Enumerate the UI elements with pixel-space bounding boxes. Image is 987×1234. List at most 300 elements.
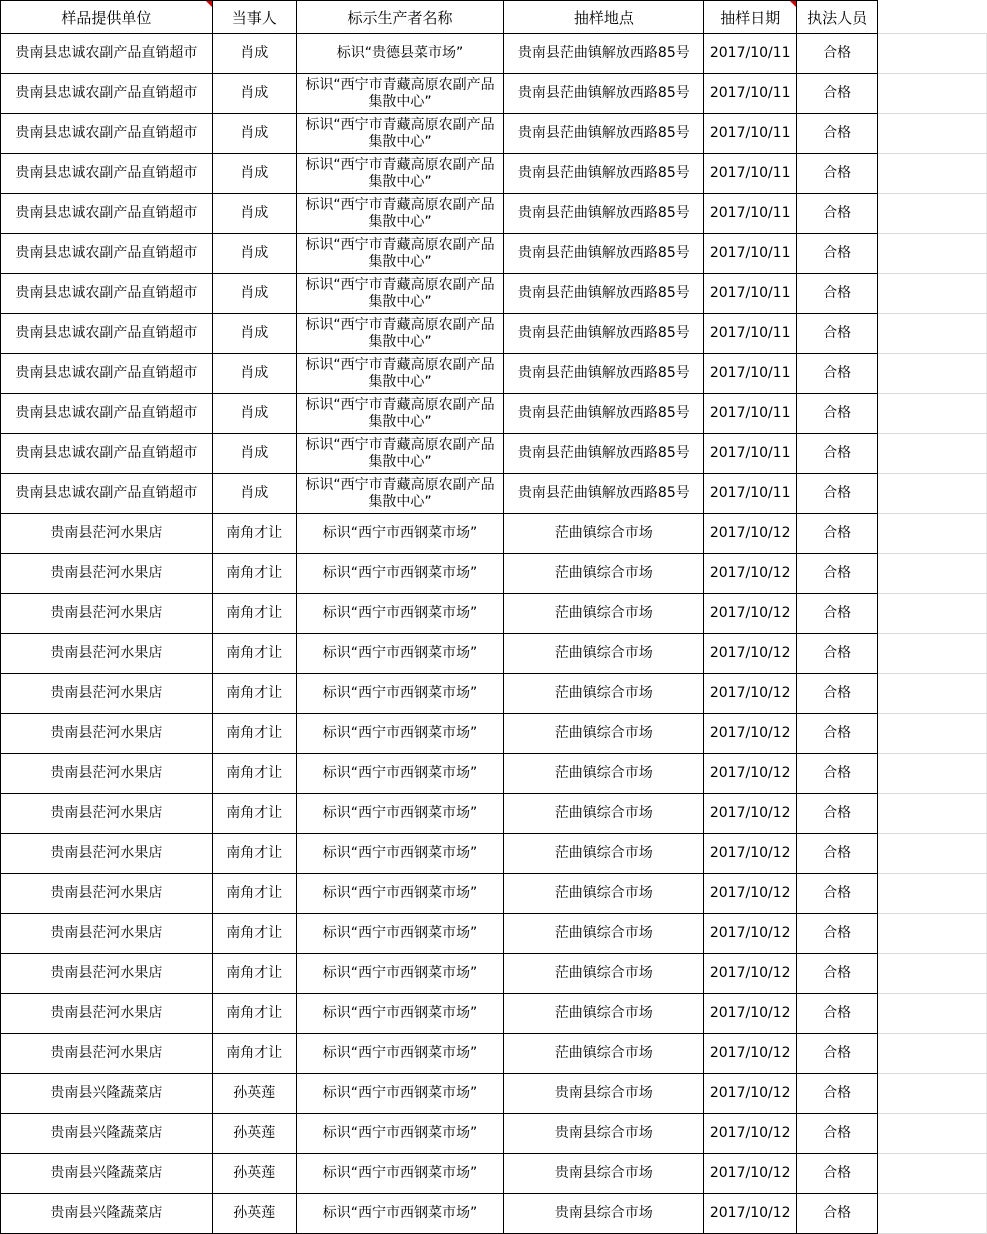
table-cell[interactable] bbox=[504, 354, 704, 394]
table-cell[interactable] bbox=[797, 794, 878, 834]
empty-cell[interactable] bbox=[878, 834, 987, 874]
table-cell[interactable] bbox=[504, 1194, 704, 1234]
empty-cell[interactable] bbox=[878, 394, 987, 434]
table-cell[interactable] bbox=[1, 354, 213, 394]
table-cell[interactable] bbox=[797, 154, 878, 194]
table-cell[interactable] bbox=[504, 794, 704, 834]
table-cell[interactable] bbox=[212, 874, 296, 914]
cell-text: 2017/10/12 bbox=[709, 605, 791, 621]
table-cell[interactable] bbox=[797, 954, 878, 994]
empty-cell[interactable] bbox=[878, 194, 987, 234]
table-cell[interactable] bbox=[797, 194, 878, 234]
table-cell[interactable] bbox=[212, 1034, 296, 1074]
table-cell[interactable] bbox=[704, 34, 797, 74]
table-cell[interactable] bbox=[212, 274, 296, 314]
table-cell[interactable] bbox=[1, 1154, 213, 1194]
table-cell[interactable] bbox=[704, 194, 797, 234]
empty-cell[interactable] bbox=[878, 434, 987, 474]
table-cell[interactable] bbox=[504, 954, 704, 994]
empty-cell[interactable] bbox=[878, 914, 987, 954]
cell-text: 2017/10/11 bbox=[709, 445, 791, 461]
cell-text: 标识“西宁市青藏高原农副产品集散中心” bbox=[305, 156, 495, 190]
table-cell[interactable] bbox=[797, 434, 878, 474]
table-cell[interactable] bbox=[704, 674, 797, 714]
table-cell[interactable] bbox=[797, 914, 878, 954]
table-cell[interactable] bbox=[504, 274, 704, 314]
table-cell[interactable] bbox=[296, 594, 504, 634]
table-body bbox=[1, 34, 987, 1234]
table-cell[interactable] bbox=[704, 714, 797, 754]
table-cell[interactable] bbox=[1, 914, 213, 954]
empty-cell[interactable] bbox=[878, 514, 987, 554]
table-cell[interactable] bbox=[296, 1194, 504, 1234]
table-cell[interactable] bbox=[504, 514, 704, 554]
cell-text: 合格 bbox=[823, 645, 852, 661]
empty-cell[interactable] bbox=[878, 994, 987, 1034]
table-cell[interactable] bbox=[797, 1194, 878, 1234]
table-row bbox=[1, 914, 987, 954]
table-cell[interactable] bbox=[212, 394, 296, 434]
empty-cell[interactable] bbox=[878, 754, 987, 794]
table-cell[interactable] bbox=[704, 914, 797, 954]
empty-cell[interactable] bbox=[878, 794, 987, 834]
table-cell[interactable] bbox=[296, 354, 504, 394]
table-cell[interactable] bbox=[704, 1194, 797, 1234]
table-cell[interactable] bbox=[296, 1114, 504, 1154]
table-cell[interactable] bbox=[296, 634, 504, 674]
table-cell[interactable] bbox=[296, 74, 504, 114]
table-cell[interactable] bbox=[704, 474, 797, 514]
table-cell[interactable] bbox=[704, 874, 797, 914]
table-cell[interactable] bbox=[797, 1074, 878, 1114]
table-cell[interactable] bbox=[212, 194, 296, 234]
header-row bbox=[1, 1, 987, 34]
cell-text: 贵南县茫曲镇解放西路85号 bbox=[517, 405, 690, 421]
table-cell[interactable] bbox=[296, 314, 504, 354]
table-cell[interactable] bbox=[1, 554, 213, 594]
cell-text: 合格 bbox=[823, 445, 852, 461]
table-cell[interactable] bbox=[296, 114, 504, 154]
cell-text: 贵南县兴隆蔬菜店 bbox=[50, 1125, 163, 1141]
table-cell[interactable] bbox=[797, 314, 878, 354]
table-cell[interactable] bbox=[1, 794, 213, 834]
table-cell[interactable] bbox=[797, 674, 878, 714]
table-cell[interactable] bbox=[212, 154, 296, 194]
table-cell[interactable] bbox=[212, 354, 296, 394]
cell-text: 孙英莲 bbox=[233, 1085, 276, 1101]
cell-text: 2017/10/12 bbox=[709, 645, 791, 661]
cell-text: 茫曲镇综合市场 bbox=[554, 845, 653, 861]
table-cell[interactable] bbox=[212, 554, 296, 594]
table-cell[interactable] bbox=[1, 274, 213, 314]
table-cell[interactable] bbox=[1, 874, 213, 914]
table-cell[interactable] bbox=[704, 394, 797, 434]
table-cell[interactable] bbox=[797, 74, 878, 114]
table-cell[interactable] bbox=[704, 1074, 797, 1114]
table-cell[interactable] bbox=[1, 234, 213, 274]
empty-cell[interactable] bbox=[878, 1154, 987, 1194]
table-cell[interactable] bbox=[704, 834, 797, 874]
table-cell[interactable] bbox=[797, 714, 878, 754]
table-cell[interactable] bbox=[296, 1154, 504, 1194]
table-cell[interactable] bbox=[1, 1034, 213, 1074]
cell-text: 合格 bbox=[823, 1125, 852, 1141]
cell-text: 合格 bbox=[823, 885, 852, 901]
table-cell[interactable] bbox=[1, 114, 213, 154]
table-cell[interactable] bbox=[504, 674, 704, 714]
cell-text: 贵南县忠诚农副产品直销超市 bbox=[15, 285, 198, 301]
cell-text: 孙英莲 bbox=[233, 1125, 276, 1141]
cell-text: 贵南县综合市场 bbox=[554, 1085, 653, 1101]
empty-cell[interactable] bbox=[878, 1114, 987, 1154]
cell-text: 合格 bbox=[823, 205, 852, 221]
empty-cell[interactable] bbox=[878, 274, 987, 314]
table-cell[interactable] bbox=[296, 1074, 504, 1114]
cell-text: 南角才让 bbox=[226, 805, 283, 821]
table-row bbox=[1, 474, 987, 514]
cell-text: 茫曲镇综合市场 bbox=[554, 965, 653, 981]
cell-text: 南角才让 bbox=[226, 685, 283, 701]
cell-text: 贵南县忠诚农副产品直销超市 bbox=[15, 45, 198, 61]
table-cell[interactable] bbox=[296, 154, 504, 194]
table-cell[interactable] bbox=[704, 1114, 797, 1154]
cell-text: 合格 bbox=[823, 1005, 852, 1021]
table-cell[interactable] bbox=[296, 234, 504, 274]
cell-text: 标识“西宁市西钢菜市场” bbox=[322, 1205, 478, 1221]
table-cell[interactable] bbox=[296, 954, 504, 994]
cell-text: 标识“西宁市西钢菜市场” bbox=[322, 1045, 478, 1061]
table-cell[interactable] bbox=[1, 754, 213, 794]
table-cell[interactable] bbox=[212, 994, 296, 1034]
column-header[interactable] bbox=[296, 1, 504, 34]
table-cell[interactable] bbox=[704, 954, 797, 994]
table-cell[interactable] bbox=[504, 1034, 704, 1074]
cell-text: 2017/10/12 bbox=[709, 1045, 791, 1061]
cell-text: 茫曲镇综合市场 bbox=[554, 1005, 653, 1021]
table-cell[interactable] bbox=[504, 154, 704, 194]
cell-text: 标识“西宁市西钢菜市场” bbox=[322, 685, 478, 701]
table-cell[interactable] bbox=[797, 554, 878, 594]
table-row bbox=[1, 874, 987, 914]
table-cell[interactable] bbox=[797, 594, 878, 634]
cell-text: 2017/10/12 bbox=[709, 1165, 791, 1181]
table-cell[interactable] bbox=[296, 794, 504, 834]
table-cell[interactable] bbox=[797, 874, 878, 914]
table-cell[interactable] bbox=[797, 1154, 878, 1194]
table-cell[interactable] bbox=[212, 954, 296, 994]
table-cell[interactable] bbox=[296, 994, 504, 1034]
table-cell[interactable] bbox=[704, 554, 797, 594]
cell-text: 南角才让 bbox=[226, 925, 283, 941]
comment-indicator-icon[interactable] bbox=[790, 1, 796, 7]
table-cell[interactable] bbox=[504, 34, 704, 74]
empty-cell[interactable] bbox=[878, 474, 987, 514]
empty-cell[interactable] bbox=[878, 1074, 987, 1114]
table-cell[interactable] bbox=[296, 474, 504, 514]
cell-text: 贵南县茫河水果店 bbox=[50, 1045, 163, 1061]
table-cell[interactable] bbox=[296, 754, 504, 794]
column-header[interactable] bbox=[504, 1, 704, 34]
table-cell[interactable] bbox=[704, 154, 797, 194]
cell-text: 贵南县兴隆蔬菜店 bbox=[50, 1085, 163, 1101]
table-cell[interactable] bbox=[704, 1034, 797, 1074]
table-cell[interactable] bbox=[704, 314, 797, 354]
table-cell[interactable] bbox=[296, 434, 504, 474]
table-cell[interactable] bbox=[504, 754, 704, 794]
table-cell[interactable] bbox=[504, 914, 704, 954]
table-row bbox=[1, 394, 987, 434]
table-cell[interactable] bbox=[797, 634, 878, 674]
column-header[interactable] bbox=[797, 1, 878, 34]
table-cell[interactable] bbox=[1, 394, 213, 434]
cell-text: 茫曲镇综合市场 bbox=[554, 925, 653, 941]
empty-cell[interactable] bbox=[878, 354, 987, 394]
table-cell[interactable] bbox=[212, 314, 296, 354]
table-cell[interactable] bbox=[212, 234, 296, 274]
cell-text: 标识“贵德县菜市场” bbox=[336, 45, 464, 61]
table-cell[interactable] bbox=[1, 674, 213, 714]
cell-text: 标识“西宁市青藏高原农副产品集散中心” bbox=[305, 396, 495, 430]
table-cell[interactable] bbox=[704, 274, 797, 314]
table-cell[interactable] bbox=[1, 954, 213, 994]
empty-cell[interactable] bbox=[878, 1194, 987, 1234]
table-cell[interactable] bbox=[797, 114, 878, 154]
empty-cell[interactable] bbox=[878, 1034, 987, 1074]
table-row bbox=[1, 794, 987, 834]
cell-text: 肖成 bbox=[240, 445, 269, 461]
cell-text: 肖成 bbox=[240, 285, 269, 301]
cell-text: 标识“西宁市青藏高原农副产品集散中心” bbox=[305, 436, 495, 470]
table-cell[interactable] bbox=[1, 154, 213, 194]
table-cell[interactable] bbox=[504, 1154, 704, 1194]
empty-cell[interactable] bbox=[878, 554, 987, 594]
table-cell[interactable] bbox=[504, 74, 704, 114]
empty-cell[interactable] bbox=[878, 314, 987, 354]
cell-text: 南角才让 bbox=[226, 965, 283, 981]
empty-cell[interactable] bbox=[878, 674, 987, 714]
table-cell[interactable] bbox=[1, 1114, 213, 1154]
cell-text: 合格 bbox=[823, 1085, 852, 1101]
table-cell[interactable] bbox=[212, 34, 296, 74]
table-cell[interactable] bbox=[212, 834, 296, 874]
cell-text: 贵南县忠诚农副产品直销超市 bbox=[15, 325, 198, 341]
table-cell[interactable] bbox=[212, 794, 296, 834]
cell-text: 贵南县茫河水果店 bbox=[50, 765, 163, 781]
table-cell[interactable] bbox=[797, 234, 878, 274]
table-cell[interactable] bbox=[212, 514, 296, 554]
cell-text: 合格 bbox=[823, 845, 852, 861]
table-cell[interactable] bbox=[504, 874, 704, 914]
table-cell[interactable] bbox=[296, 34, 504, 74]
table-row bbox=[1, 994, 987, 1034]
table-cell[interactable] bbox=[212, 74, 296, 114]
empty-cell[interactable] bbox=[878, 874, 987, 914]
cell-text: 合格 bbox=[823, 925, 852, 941]
empty-cell[interactable] bbox=[878, 234, 987, 274]
cell-text: 标识“西宁市西钢菜市场” bbox=[322, 1165, 478, 1181]
table-cell[interactable] bbox=[296, 874, 504, 914]
cell-text: 肖成 bbox=[240, 365, 269, 381]
table-cell[interactable] bbox=[504, 554, 704, 594]
cell-text: 合格 bbox=[823, 285, 852, 301]
column-header-label: 抽样日期 bbox=[720, 8, 781, 27]
table-cell[interactable] bbox=[797, 754, 878, 794]
column-header[interactable] bbox=[1, 1, 213, 34]
table-cell[interactable] bbox=[797, 1114, 878, 1154]
table-cell[interactable] bbox=[504, 234, 704, 274]
cell-text: 标识“西宁市青藏高原农副产品集散中心” bbox=[305, 76, 495, 110]
table-cell[interactable] bbox=[704, 994, 797, 1034]
table-cell[interactable] bbox=[1, 634, 213, 674]
table-cell[interactable] bbox=[797, 834, 878, 874]
table-cell[interactable] bbox=[797, 394, 878, 434]
table-cell[interactable] bbox=[296, 394, 504, 434]
table-cell[interactable] bbox=[296, 554, 504, 594]
column-header-label: 样品提供单位 bbox=[61, 8, 152, 27]
cell-text: 标识“西宁市西钢菜市场” bbox=[322, 885, 478, 901]
column-header[interactable] bbox=[212, 1, 296, 34]
table-cell[interactable] bbox=[212, 674, 296, 714]
table-cell[interactable] bbox=[797, 994, 878, 1034]
table-cell[interactable] bbox=[1, 194, 213, 234]
table-cell[interactable] bbox=[504, 994, 704, 1034]
column-header[interactable] bbox=[704, 1, 797, 34]
cell-text: 2017/10/12 bbox=[709, 845, 791, 861]
empty-cell[interactable] bbox=[878, 954, 987, 994]
table-cell[interactable] bbox=[296, 674, 504, 714]
cell-text: 标识“西宁市西钢菜市场” bbox=[322, 845, 478, 861]
table-cell[interactable] bbox=[1, 74, 213, 114]
empty-cell[interactable] bbox=[878, 114, 987, 154]
table-cell[interactable] bbox=[504, 634, 704, 674]
cell-text: 茫曲镇综合市场 bbox=[554, 525, 653, 541]
cell-text: 贵南县兴隆蔬菜店 bbox=[50, 1205, 163, 1221]
table-cell[interactable] bbox=[797, 514, 878, 554]
table-cell[interactable] bbox=[296, 194, 504, 234]
comment-indicator-icon[interactable] bbox=[206, 1, 212, 7]
table-cell[interactable] bbox=[1, 434, 213, 474]
table-cell[interactable] bbox=[504, 114, 704, 154]
table-cell[interactable] bbox=[296, 514, 504, 554]
cell-text: 标识“西宁市西钢菜市场” bbox=[322, 725, 478, 741]
table-cell[interactable] bbox=[296, 714, 504, 754]
table-cell[interactable] bbox=[504, 594, 704, 634]
cell-text: 贵南县综合市场 bbox=[554, 1125, 653, 1141]
table-cell[interactable] bbox=[296, 914, 504, 954]
table-cell[interactable] bbox=[212, 1074, 296, 1114]
cell-text: 贵南县茫河水果店 bbox=[50, 805, 163, 821]
table-cell[interactable] bbox=[504, 394, 704, 434]
table-cell[interactable] bbox=[704, 594, 797, 634]
empty-cell[interactable] bbox=[878, 634, 987, 674]
table-cell[interactable] bbox=[704, 1154, 797, 1194]
table-cell[interactable] bbox=[212, 1154, 296, 1194]
column-header-label: 标示生产者名称 bbox=[347, 8, 453, 27]
table-cell[interactable] bbox=[504, 434, 704, 474]
table-cell[interactable] bbox=[1, 994, 213, 1034]
table-cell[interactable] bbox=[296, 1034, 504, 1074]
table-row bbox=[1, 354, 987, 394]
cell-text: 2017/10/12 bbox=[709, 885, 791, 901]
table-cell[interactable] bbox=[797, 474, 878, 514]
table-cell[interactable] bbox=[1, 834, 213, 874]
cell-text: 贵南县综合市场 bbox=[554, 1205, 653, 1221]
table-cell[interactable] bbox=[1, 514, 213, 554]
table-cell[interactable] bbox=[296, 274, 504, 314]
table-cell[interactable] bbox=[704, 74, 797, 114]
table-cell[interactable] bbox=[704, 434, 797, 474]
table-cell[interactable] bbox=[1, 1194, 213, 1234]
table-cell[interactable] bbox=[504, 1074, 704, 1114]
table-cell[interactable] bbox=[1, 474, 213, 514]
table-cell[interactable] bbox=[212, 114, 296, 154]
table-cell[interactable] bbox=[797, 1034, 878, 1074]
cell-text: 贵南县综合市场 bbox=[554, 1165, 653, 1181]
table-cell[interactable] bbox=[704, 634, 797, 674]
empty-cell[interactable] bbox=[878, 74, 987, 114]
table-cell[interactable] bbox=[797, 274, 878, 314]
cell-text: 合格 bbox=[823, 405, 852, 421]
table-cell[interactable] bbox=[504, 834, 704, 874]
empty-cell[interactable] bbox=[878, 714, 987, 754]
cell-text: 2017/10/12 bbox=[709, 1205, 791, 1221]
cell-text: 肖成 bbox=[240, 205, 269, 221]
table-cell[interactable] bbox=[704, 354, 797, 394]
empty-cell[interactable] bbox=[878, 1, 987, 34]
table-cell[interactable] bbox=[797, 354, 878, 394]
table-cell[interactable] bbox=[1, 314, 213, 354]
cell-text: 贵南县茫河水果店 bbox=[50, 605, 163, 621]
table-cell[interactable] bbox=[212, 754, 296, 794]
table-cell[interactable] bbox=[504, 194, 704, 234]
cell-text: 合格 bbox=[823, 365, 852, 381]
table-cell[interactable] bbox=[504, 1114, 704, 1154]
table-cell[interactable] bbox=[797, 34, 878, 74]
table-cell[interactable] bbox=[704, 114, 797, 154]
table-cell[interactable] bbox=[212, 714, 296, 754]
cell-text: 南角才让 bbox=[226, 885, 283, 901]
table-cell[interactable] bbox=[704, 234, 797, 274]
table-cell[interactable] bbox=[1, 1074, 213, 1114]
table-cell[interactable] bbox=[212, 914, 296, 954]
table-cell[interactable] bbox=[504, 314, 704, 354]
cell-text: 肖成 bbox=[240, 485, 269, 501]
table-row bbox=[1, 234, 987, 274]
cell-text: 贵南县茫河水果店 bbox=[50, 685, 163, 701]
empty-cell[interactable] bbox=[878, 594, 987, 634]
table-cell[interactable] bbox=[212, 1114, 296, 1154]
table-cell[interactable] bbox=[704, 754, 797, 794]
table-cell[interactable] bbox=[1, 34, 213, 74]
table-cell[interactable] bbox=[1, 714, 213, 754]
table-cell[interactable] bbox=[212, 634, 296, 674]
table-cell[interactable] bbox=[504, 474, 704, 514]
table-cell[interactable] bbox=[704, 794, 797, 834]
cell-text: 肖成 bbox=[240, 85, 269, 101]
table-cell[interactable] bbox=[1, 594, 213, 634]
empty-cell[interactable] bbox=[878, 154, 987, 194]
table-cell[interactable] bbox=[704, 514, 797, 554]
empty-cell[interactable] bbox=[878, 34, 987, 74]
table-cell[interactable] bbox=[212, 1194, 296, 1234]
table-cell[interactable] bbox=[504, 714, 704, 754]
cell-text: 贵南县忠诚农副产品直销超市 bbox=[15, 445, 198, 461]
table-cell[interactable] bbox=[296, 834, 504, 874]
table-cell[interactable] bbox=[212, 474, 296, 514]
table-cell[interactable] bbox=[212, 594, 296, 634]
table-cell[interactable] bbox=[212, 434, 296, 474]
cell-text: 2017/10/12 bbox=[709, 1085, 791, 1101]
